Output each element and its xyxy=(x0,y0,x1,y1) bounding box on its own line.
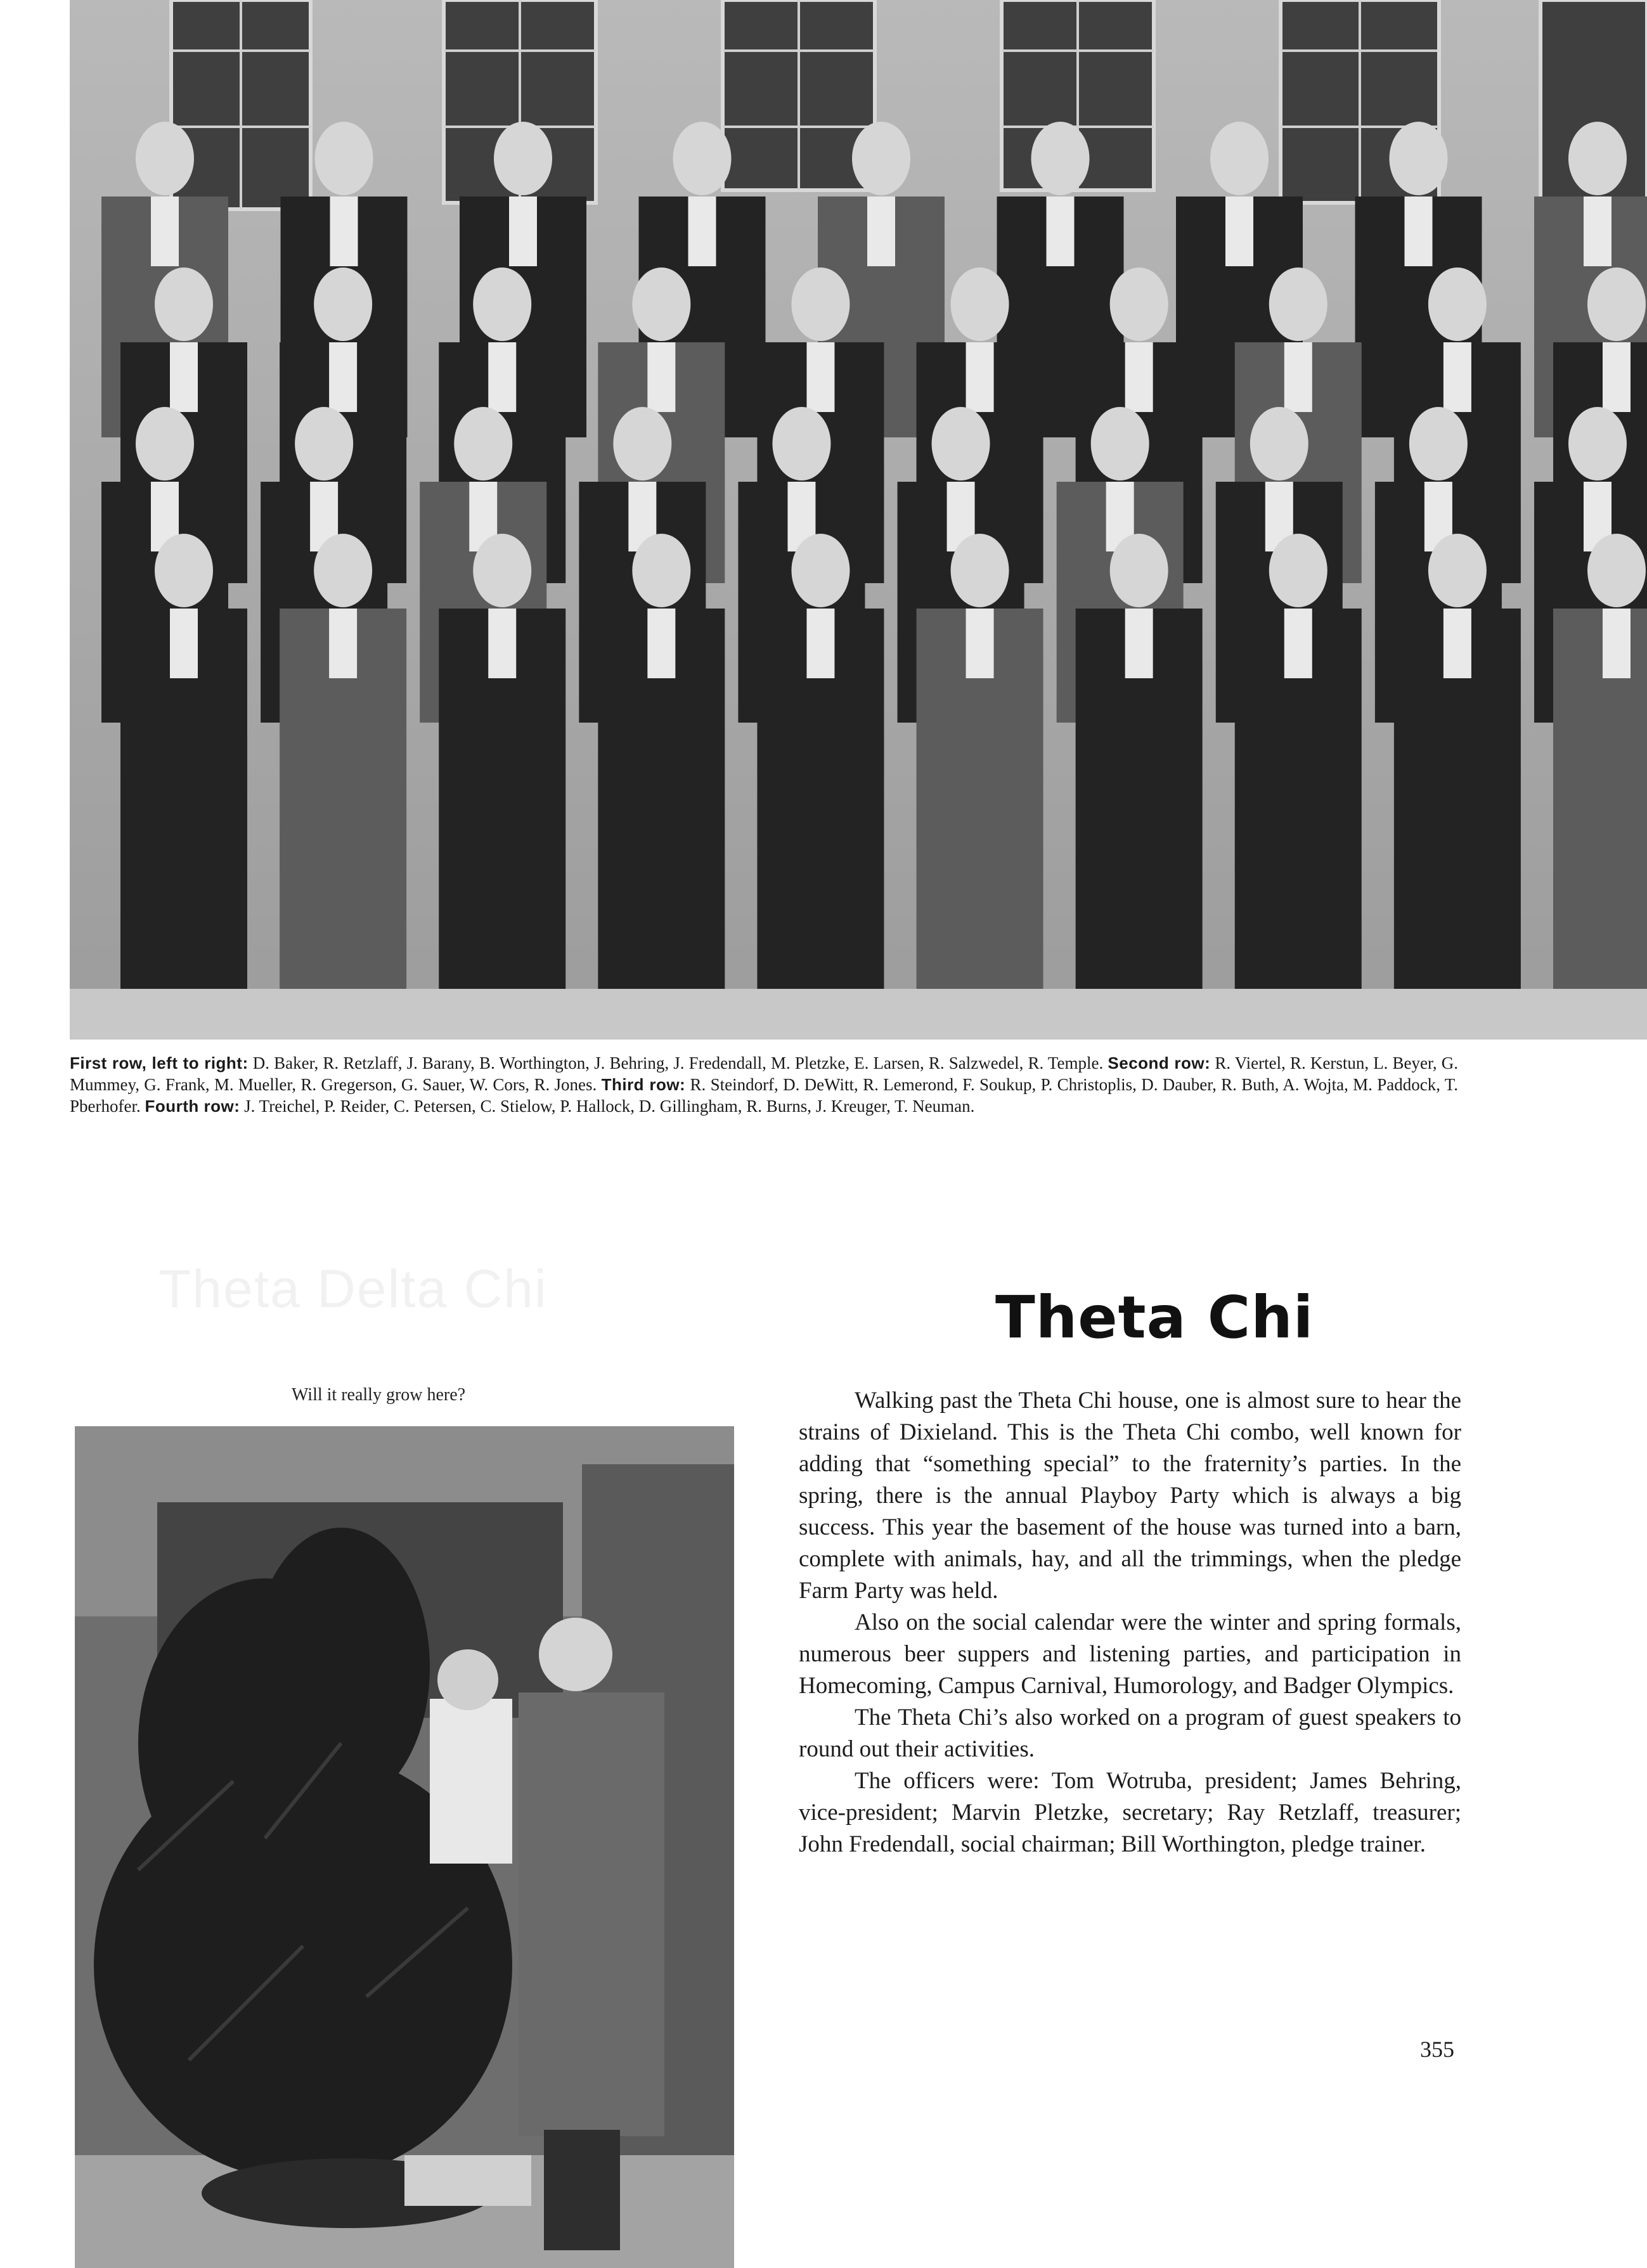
figure-head xyxy=(673,122,732,195)
figure-head xyxy=(314,534,372,607)
figure-shirt xyxy=(966,609,994,678)
figure-head xyxy=(295,407,353,480)
figure-head xyxy=(315,122,373,195)
figure-head xyxy=(1269,267,1327,341)
caption-row-1 xyxy=(70,1053,1103,1073)
figure-head xyxy=(791,267,849,341)
article-paragraph: Walking past the Theta Chi house, one is almost sure to hear the strains of Dixieland. This is the Theta Chi combo, well known for adding that “something special” to the fraternity’s parties. In the spring, there is the annual Playboy Party which is always a big success. This year the basement of the house was turned into a barn, complete with animals, hay, and all the trimmings, when the pledge Farm Party was held. xyxy=(799,1388,1461,1604)
figure-head xyxy=(494,122,552,195)
article-paragraph: The Theta Chi’s also worked on a program of guest speakers to round out their activities. xyxy=(799,1704,1461,1762)
page-title: Theta Chi xyxy=(995,1284,1314,1351)
figure-shirt xyxy=(647,342,675,412)
figure-head xyxy=(1587,267,1646,341)
figure-shirt xyxy=(329,609,357,678)
caption-row-label: Second row: xyxy=(1108,1053,1211,1073)
figure-head xyxy=(951,267,1009,341)
figure-shirt xyxy=(1225,197,1253,266)
figure-shirt xyxy=(806,609,834,678)
caption-row-label: First row, left to right: xyxy=(70,1053,249,1073)
figure-shirt xyxy=(867,197,895,266)
figure-head xyxy=(1409,407,1468,480)
figure-head xyxy=(613,407,671,480)
figure-shirt xyxy=(1603,609,1631,678)
article-paragraph: The officers were: Tom Wotruba, president; James Behring, vice-president; Marvin Pletzke, secretary; Ray Retzlaff, treasurer; John Fredendall, social chairman; Bill Worthington, pledge trainer. xyxy=(799,1768,1461,1857)
figure-head xyxy=(1428,267,1487,341)
figure-shirt xyxy=(329,342,357,412)
figure-head xyxy=(632,534,690,607)
figure-shirt xyxy=(806,342,834,412)
article-body xyxy=(799,1385,1461,1860)
figure-head xyxy=(1250,407,1308,480)
figure-head xyxy=(454,407,512,480)
figure-head xyxy=(473,267,531,341)
figure-head xyxy=(1091,407,1149,480)
figure-shirt xyxy=(1444,342,1471,412)
figure-body xyxy=(1553,609,1647,1002)
figure-head xyxy=(136,122,194,195)
caption-row-label: Fourth row: xyxy=(145,1097,240,1116)
figure-shirt xyxy=(509,197,537,266)
caption-row-names: R. Steindorf, D. DeWitt, R. Lemerond, F. Soukup, P. Christoplis, D. Dauber, R. Buth, A. Wojta, M. Paddock, T. Pberhofer. xyxy=(70,1075,1459,1116)
figure-head xyxy=(1587,534,1646,607)
figure-head xyxy=(155,534,213,607)
bleed-through-heading: Theta Delta Chi xyxy=(158,1259,548,1318)
figure-shirt xyxy=(488,609,516,678)
figure-head xyxy=(314,267,372,341)
page-number: 355 xyxy=(1420,2037,1454,2062)
figure-head xyxy=(932,407,990,480)
figure-shirt xyxy=(151,197,179,266)
figure-shirt xyxy=(330,197,358,266)
figure-shirt xyxy=(688,197,716,266)
figure-head xyxy=(1031,122,1090,195)
figure-head xyxy=(1568,122,1627,195)
article-paragraph: Also on the social calendar were the winter and spring formals, numerous beer suppers and listening parties, and participation in Homecoming, Campus Carnival, Humorology, and Badger Olympics. xyxy=(799,1609,1461,1699)
caption-row-names: R. Viertel, R. Kerstun, L. Beyer, G. Mummey, G. Frank, M. Mueller, R. Gregerson, G. Sauer, W. Cors, R. Jones. xyxy=(70,1053,1459,1094)
figure-shirt xyxy=(170,609,198,678)
figure-head xyxy=(1210,122,1269,195)
figure-head xyxy=(1110,534,1168,607)
group-photo-caption xyxy=(70,1052,1458,1117)
figure-shirt xyxy=(488,342,516,412)
group-photo-image xyxy=(70,0,1647,1040)
figure-shirt xyxy=(1284,609,1312,678)
figure-head xyxy=(632,267,690,341)
figure-head xyxy=(136,407,194,480)
figure-shirt xyxy=(170,342,198,412)
figure-shirt xyxy=(1284,342,1312,412)
figure-shirt xyxy=(966,342,994,412)
tree-photo xyxy=(75,1426,734,2268)
figure-head xyxy=(852,122,910,195)
figure-head xyxy=(1568,407,1627,480)
figure-shirt xyxy=(647,609,675,678)
figure-shirt xyxy=(1444,609,1471,678)
figure-shirt xyxy=(1584,197,1611,266)
figure-head xyxy=(1428,534,1487,607)
figure-head xyxy=(155,267,213,341)
figure-head xyxy=(1110,267,1168,341)
figure-head xyxy=(772,407,830,480)
figure-head xyxy=(951,534,1009,607)
figure-shirt xyxy=(1047,197,1075,266)
caption-row-names: D. Baker, R. Retzlaff, J. Barany, B. Worthington, J. Behring, J. Fredendall, M. Pletzke, E. Larsen, R. Salzwedel, R. Temple. xyxy=(252,1053,1104,1073)
group-photo xyxy=(70,0,1647,1040)
figure-head xyxy=(1390,122,1448,195)
tree-photo-image xyxy=(75,1426,734,2268)
figure-shirt xyxy=(1405,197,1433,266)
caption-row-4 xyxy=(145,1097,974,1116)
caption-row-label: Third row: xyxy=(601,1075,686,1094)
tree-photo-caption: Will it really grow here? xyxy=(292,1385,466,1405)
figure-head xyxy=(1269,534,1327,607)
figure-head xyxy=(791,534,849,607)
caption-row-names: J. Treichel, P. Reider, C. Petersen, C. Stielow, P. Hallock, D. Gillingham, R. Burns, J. Kreuger, T. Neuman. xyxy=(244,1097,975,1116)
figure-shirt xyxy=(1603,342,1631,412)
figure-shirt xyxy=(1125,609,1153,678)
figure-head xyxy=(473,534,531,607)
figure-shirt xyxy=(1125,342,1153,412)
